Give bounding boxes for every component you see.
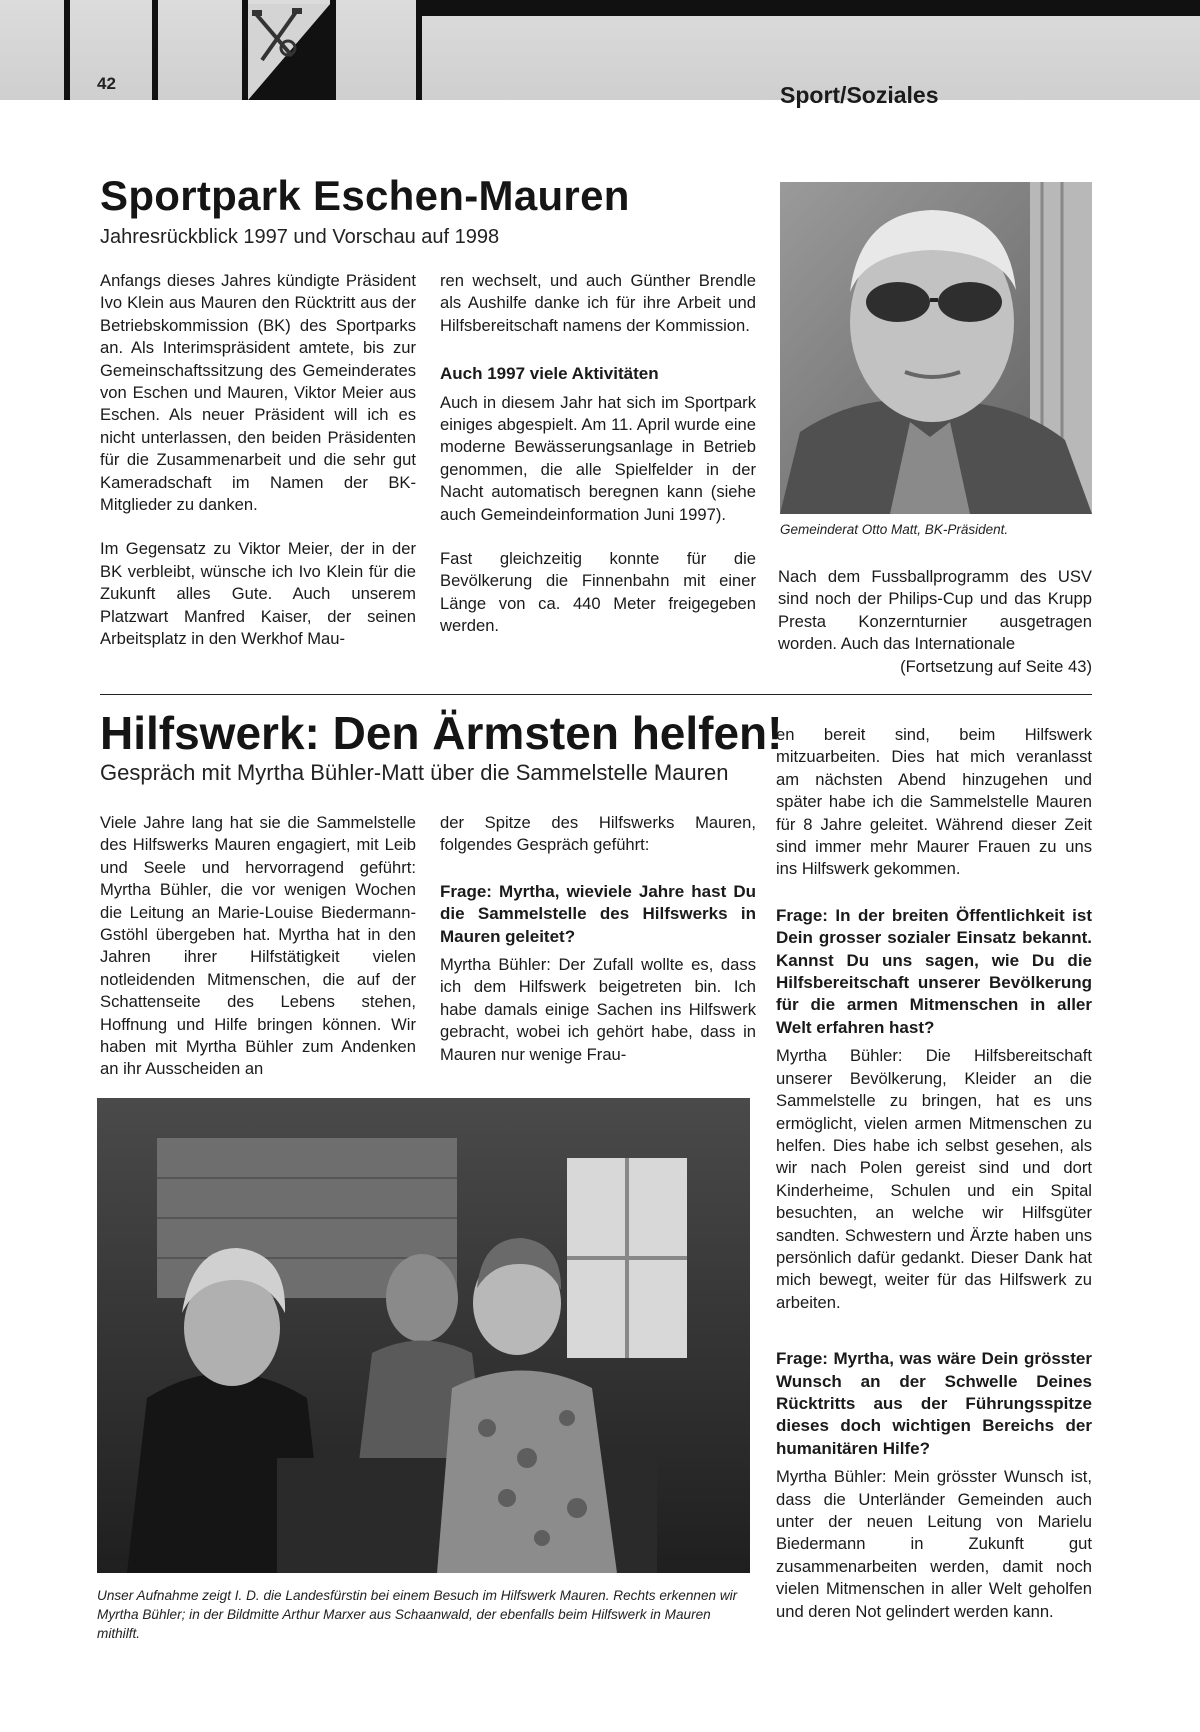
article-column	[776, 724, 1092, 1623]
photo-caption: Unser Aufnahme zeigt I. D. die Landesfürstin bei einem Besuch im Hilfswerk Mauren. Rechts erkennen wir Myrtha Bühler; in der Bildmitte Arthur Marxer aus Schaanwald, der ebenfalls beim Hilfswerk in Mauren mithilft.	[97, 1588, 738, 1641]
interview-question: Frage: In der breiten Öffentlichkeit ist Dein grosser sozialer Einsatz bekannt. Kannst Du uns sagen, wie Du die Hilfsbereitschaft unserer Bevölkerung für die armen Mitmenschen in aller Welt erfahren hast?	[776, 905, 1092, 1037]
header-black-band	[420, 0, 1200, 16]
portrait-photo	[780, 182, 1092, 514]
article-subtitle: Jahresrückblick 1997 und Vorschau auf 1998	[100, 226, 500, 248]
paragraph: Im Gegensatz zu Viktor Meier, der in der BK verbleibt, wünsche ich Ivo Klein für die Zukunft alles Gute. Auch unserem Platzwart Manfred Kaiser, der seinen Arbeitsplatz in den Werkhof Mau-	[100, 539, 416, 649]
section-heading: Auch 1997 viele Aktivitäten	[440, 364, 659, 384]
paragraph: Anfangs dieses Jahres kündigte Präsident Ivo Klein aus Mauren den Rücktritt aus der Betriebskommission (BK) des Sportparks an. Als Interimspräsident amtete, bis zur Gemeinschaftssitzung des Gemeinderates von Eschen und Mauren, Viktor Meier aus Eschen. Als neuer Präsident will ich es nicht unterlassen, den beiden Präsidenten für die Zusammenarbeit und die sehr gut Kameradschaft im Namen der BK-Mitglieder zu danken.	[100, 271, 416, 515]
continuation-note: (Fortsetzung auf Seite 43)	[900, 656, 1092, 676]
section-label: Sport/Soziales	[780, 82, 939, 108]
paragraph: Myrtha Bühler: Mein grösster Wunsch ist, dass die Unterländer Gemeinden auch unter der neuen Leitung von Marielu Biedermann in Zukunft gut zusammenarbeiten werden, damit noch vielen Mitmenschen in aller Welt geholfen und deren Not gelindert werden kann.	[776, 1467, 1092, 1621]
article-divider	[100, 694, 1092, 695]
article-title: Sportpark Eschen-Mauren	[100, 172, 630, 219]
article-column	[440, 812, 756, 1066]
interview-question: Frage: Myrtha, wieviele Jahre hast Du die Sammelstelle des Hilfswerks in Mauren geleitet?	[440, 881, 756, 946]
header-bar	[416, 0, 422, 100]
paragraph: Viele Jahre lang hat sie die Sammelstelle des Hilfswerks Mauren engagiert, mit Leib und Seele und hervorragend geführt: Myrtha Bühler, die vor wenigen Wochen die Leitung an Marie-Louise Biedermann-Gstöhl übergeben hat. Myrtha hat in den Jahren ihrer Hilfstätigkeit vielen notleidenden Mitmenschen, die auf der Schattenseite des Lebens stehen, Hoffnung und Hilfe bringen können. Wir haben mit Myrtha Bühler zum Andenken an ihr Ausscheiden an	[100, 813, 416, 1079]
interview-question: Frage: Myrtha, was wäre Dein grösster Wunsch an der Schwelle Deines Rücktritts aus der Führungsspitze dieses doch wichtigen Bereichs der humanitären Hilfe?	[776, 1349, 1092, 1458]
article-title: Hilfswerk: Den Ärmsten helfen!	[100, 707, 783, 759]
paragraph: Fast gleichzeitig konnte für die Bevölkerung die Finnenbahn mit einer Länge von ca. 440 Meter freigegeben werden.	[440, 549, 756, 636]
paragraph: Myrtha Bühler: Die Hilfsbereitschaft unserer Bevölkerung, Kleider an die Sammelstelle zu bringen, hat es uns ermöglicht, vielen armen Mitmenschen zu helfen. Dies habe ich selbst gesehen, als wir nach Polen gereist sind und dort Kinderheime, Schulen und ein Spital besuchten, an welche wir Hilfsgüter sandten. Schwestern und Ärzte haben uns persönlich dafür gedankt. Dieser Dank hat mich bewegt, weiter für das Hilfswerk zu arbeiten.	[776, 1046, 1092, 1312]
article-column	[100, 270, 416, 651]
paragraph: en bereit sind, beim Hilfswerk mitzuarbeiten. Dies hat mich veranlasst am nächsten Abend hinzugehen und später habe ich die Sammelstelle Mauren für 8 Jahre geleitet. Während dieser Zeit sind immer mehr Maurer Frauen zu uns ins Hilfswerk gekommen.	[776, 725, 1092, 879]
article-column	[778, 566, 1092, 678]
article-column	[440, 270, 756, 638]
article-column	[100, 812, 416, 1081]
paragraph: der Spitze des Hilfswerks Mauren, folgendes Gespräch geführt:	[440, 813, 756, 855]
photo-caption: Gemeinderat Otto Matt, BK-Präsident.	[780, 522, 1009, 537]
paragraph: Auch in diesem Jahr hat sich im Sportpark einiges abgespielt. Am 11. April wurde eine moderne Bewässerungsanlage in Betrieb genommen, die alle Spielfelder in der Nacht automatisch beregnen kann (siehe auch Gemeindeinformation Juni 1997).	[440, 392, 756, 524]
paragraph: ren wechselt, und auch Günther Brendle als Aushilfe danke ich für ihre Arbeit und Hilfsbereitschaft namens der Kommission.	[440, 271, 756, 335]
header-bar	[152, 0, 158, 100]
crossed-tools-logo-icon	[248, 4, 330, 100]
page-number: 42	[97, 74, 116, 93]
header-bar	[64, 0, 70, 100]
group-photo	[97, 1098, 750, 1573]
article-subtitle: Gespräch mit Myrtha Bühler-Matt über die Sammelstelle Mauren	[100, 760, 729, 785]
paragraph: Myrtha Bühler: Der Zufall wollte es, dass ich dem Hilfswerk beigetreten bin. Ich habe damals einige Sachen ins Hilfswerk gebracht, wobei ich gehört habe, dass in Mauren nur wenige Frau-	[440, 955, 756, 1064]
header-bar	[330, 0, 336, 100]
paragraph: Nach dem Fussballprogramm des USV sind noch der Philips-Cup und das Krupp Presta Konzernturnier ausgetragen worden. Auch das Internationale	[778, 567, 1092, 654]
